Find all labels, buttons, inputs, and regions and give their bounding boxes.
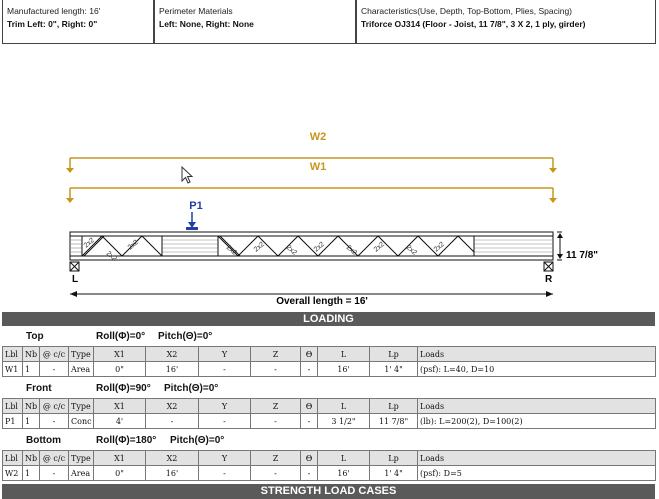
characteristics-label: Characteristics(Use, Depth, Top-Bottom, Plies, Spacing) (361, 6, 573, 16)
group-pitch: Pitch(Θ)=0° (164, 383, 219, 394)
manufactured-length-label: Manufactured length: 16' (7, 6, 101, 16)
web-label: 2x2 (344, 244, 358, 257)
left-support-icon (70, 262, 79, 271)
web-label: 2x2 (126, 238, 140, 252)
depth-label: 11 7/8" (566, 250, 598, 261)
cell-lp: 1' 4" (370, 466, 418, 481)
col-type: Type (69, 347, 94, 362)
group-name: Top (26, 331, 44, 342)
cell-type: Area (69, 466, 94, 481)
cell-loads: (lb): L=200(2), D=100(2) (418, 414, 656, 429)
group-roll: Roll(Φ)=90° (96, 383, 151, 394)
col-theta: Θ (301, 347, 318, 362)
cell-nb: 1 (23, 362, 40, 377)
cell-theta: - (301, 362, 318, 377)
cell-theta: - (301, 414, 318, 429)
table-row (3, 362, 656, 377)
group-roll: Roll(Φ)=0° (96, 331, 146, 342)
col-loads: Loads (418, 399, 656, 414)
cell-cc: - (40, 466, 69, 481)
cell-x2: 16' (146, 466, 199, 481)
col-x1: X1 (94, 399, 146, 414)
col-loads: Loads (418, 347, 656, 362)
col-x1: X1 (94, 347, 146, 362)
bottom-loads-table (2, 450, 656, 481)
cell-l: 16' (318, 362, 370, 377)
perimeter-materials-box (154, 0, 356, 44)
cell-nb: 1 (23, 414, 40, 429)
col-lbl: Lbl (3, 399, 23, 414)
col-lp: Lp (370, 399, 418, 414)
web-label: 2x2 (82, 236, 96, 250)
col-type: Type (69, 399, 94, 414)
cell-z: - (251, 414, 301, 429)
col-z: Z (251, 399, 301, 414)
group-roll: Roll(Φ)=180° (96, 435, 157, 446)
cell-y: - (199, 414, 251, 429)
table-row (3, 466, 656, 481)
cell-theta: - (301, 466, 318, 481)
col-z: Z (251, 451, 301, 466)
cell-y: - (199, 362, 251, 377)
cell-cc: - (40, 414, 69, 429)
characteristics-value: Triforce OJ314 (Floor - Joist, 11 7/8", 3 X 2, 1 ply, girder) (361, 19, 586, 29)
cell-l: 16' (318, 466, 370, 481)
col-theta: Θ (301, 399, 318, 414)
col-y: Y (199, 399, 251, 414)
cell-nb: 1 (23, 466, 40, 481)
cell-type: Area (69, 362, 94, 377)
cell-l: 3 1/2" (318, 414, 370, 429)
col-l: L (318, 399, 370, 414)
cell-loads: (psf): L=40, D=10 (418, 362, 656, 377)
front-group-header (2, 381, 655, 396)
cell-y: - (199, 466, 251, 481)
w2-label: W2 (309, 131, 327, 143)
table-header-row (3, 451, 656, 466)
table-header-row (3, 399, 656, 414)
overall-length-label: Overall length = 16' (276, 296, 368, 307)
web-label: 2x2 (284, 244, 298, 257)
perimeter-materials-label: Perimeter Materials (159, 6, 233, 16)
cell-z: - (251, 362, 301, 377)
cell-lbl: P1 (3, 414, 23, 429)
cell-lp: 1' 4" (370, 362, 418, 377)
p1-label: P1 (189, 200, 203, 212)
table-row (3, 414, 656, 429)
web-label: 2x2 (404, 244, 418, 257)
depth-dimension (557, 232, 563, 260)
cell-x1: 4' (94, 414, 146, 429)
right-support-icon (544, 262, 553, 271)
left-support-label: L (72, 274, 79, 285)
cursor-pointer-icon (182, 167, 192, 183)
cell-x2: - (146, 414, 199, 429)
right-support-label: R (545, 274, 553, 285)
col-lbl: Lbl (3, 347, 23, 362)
cell-z: - (251, 466, 301, 481)
col-x2: X2 (146, 399, 199, 414)
cell-cc: - (40, 362, 69, 377)
col-l: L (318, 451, 370, 466)
cell-x1: 0" (94, 466, 146, 481)
cell-x1: 0" (94, 362, 146, 377)
web-label: 2x2 (432, 240, 446, 254)
col-x2: X2 (146, 451, 199, 466)
cell-lbl: W1 (3, 362, 23, 377)
group-name: Front (26, 383, 52, 394)
cell-type: Conc (69, 414, 94, 429)
col-cc: @ c/c (40, 451, 69, 466)
p1-point-load-arrow (186, 212, 198, 230)
trim-value: Trim Left: 0", Right: 0" (7, 19, 98, 29)
col-l: L (318, 347, 370, 362)
col-lbl: Lbl (3, 451, 23, 466)
web-label: 2x2 (224, 244, 238, 257)
col-cc: @ c/c (40, 399, 69, 414)
col-x1: X1 (94, 451, 146, 466)
cell-lbl: W2 (3, 466, 23, 481)
cell-loads: (psf): D=5 (418, 466, 656, 481)
col-cc: @ c/c (40, 347, 69, 362)
truss-diagram (0, 44, 659, 312)
group-name: Bottom (26, 435, 61, 446)
w1-label: W1 (309, 161, 327, 173)
cell-lp: 11 7/8" (370, 414, 418, 429)
col-z: Z (251, 347, 301, 362)
col-nb: Nb (23, 451, 40, 466)
col-type: Type (69, 451, 94, 466)
strength-load-cases-header: STRENGTH LOAD CASES (2, 484, 655, 499)
col-nb: Nb (23, 347, 40, 362)
top-loads-table (2, 346, 656, 377)
bottom-group-header (2, 433, 655, 448)
group-pitch: Pitch(Θ)=0° (158, 331, 213, 342)
col-lp: Lp (370, 451, 418, 466)
web-label: 2x2 (372, 240, 386, 254)
characteristics-box (356, 0, 656, 44)
w2-load-line (66, 188, 557, 203)
col-y: Y (199, 451, 251, 466)
manufactured-length-box (2, 0, 154, 44)
top-group-header (2, 329, 655, 344)
col-y: Y (199, 347, 251, 362)
web-label: 2x2 (104, 250, 118, 263)
loading-section-header: LOADING (2, 312, 655, 326)
web-label: 2x2 (252, 240, 266, 254)
col-x2: X2 (146, 347, 199, 362)
col-loads: Loads (418, 451, 656, 466)
col-theta: Θ (301, 451, 318, 466)
col-nb: Nb (23, 399, 40, 414)
web-label: 2x2 (312, 240, 326, 254)
cell-x2: 16' (146, 362, 199, 377)
col-lp: Lp (370, 347, 418, 362)
perimeter-materials-value: Left: None, Right: None (159, 19, 254, 29)
group-pitch: Pitch(Θ)=0° (170, 435, 225, 446)
table-header-row (3, 347, 656, 362)
front-loads-table (2, 398, 656, 429)
